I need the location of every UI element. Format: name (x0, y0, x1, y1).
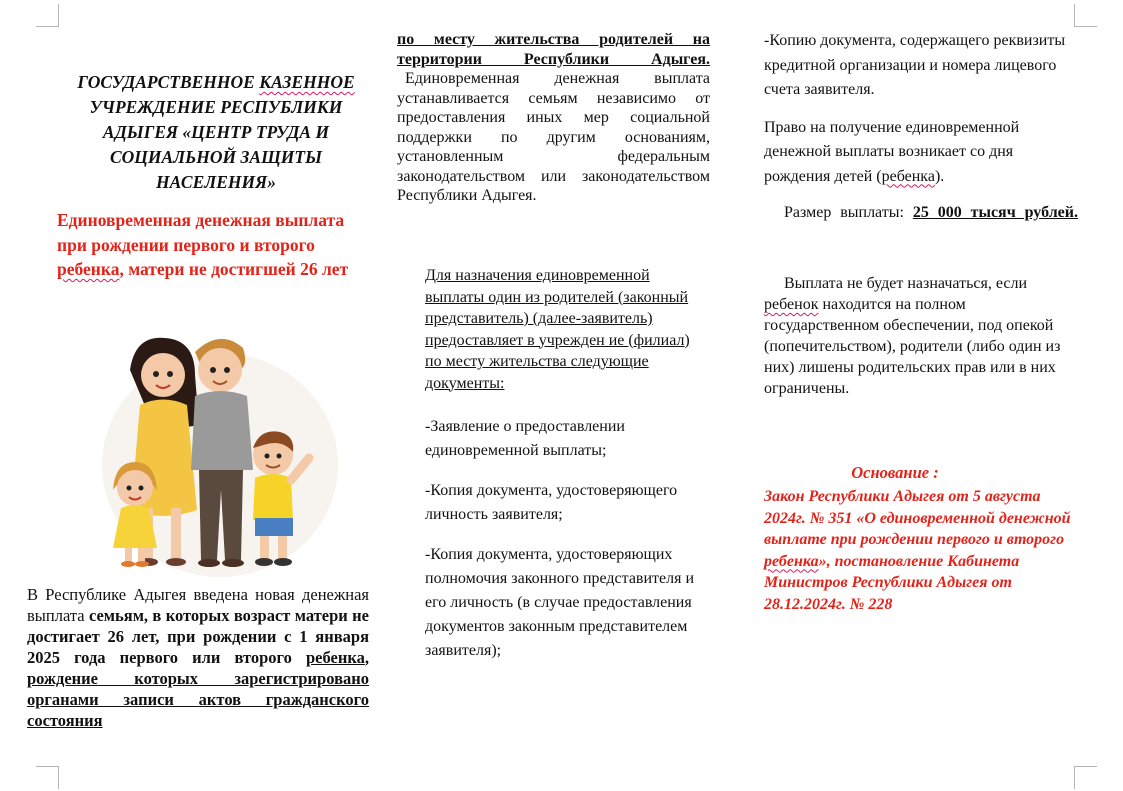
list-item: -Копия документа, удостоверяющих полномочия законного представителя и его личность (в случае предоставления документов законным представителем заявителя); (425, 546, 695, 659)
not-assigned-marked-word: ребенок (764, 296, 819, 313)
crop-mark-top-right (1074, 4, 1097, 27)
family-illustration (95, 330, 345, 580)
right-to-payment (764, 116, 1078, 190)
legal-basis (764, 486, 1078, 615)
basis-text: Закон Республики Адыгея от 5 августа 2024г. № 351 «О единовременной денежной выплате при рождении первого и второго (764, 488, 1071, 548)
list-item: -Заявление о предоставлении единовременной выплаты; (425, 418, 625, 459)
amount-value: 25 000 тысяч рублей. (912, 204, 1078, 221)
not-assigned-paragraph (764, 273, 1078, 399)
payment-title-marked-word: ребенка (57, 259, 120, 279)
payment-title (57, 208, 375, 282)
right-text: Право на получение единовременной денежной выплаты возникает со дня рождения детей ( (764, 118, 1020, 185)
right-marked-word: ребенка (881, 167, 935, 185)
column-3-top (764, 29, 1078, 223)
org-title-rest: УЧРЕЖДЕНИЕ РЕСПУБЛИКИ АДЫГЕЯ «ЦЕНТР ТРУДА И СОЦИАЛЬНОЙ ЗАЩИТЫ НАСЕЛЕНИЯ» (89, 97, 343, 192)
intro-marked-word: ребенка (306, 648, 365, 667)
payment-title-part: Единовременная денежная выплата при рождении первого и второго (57, 210, 345, 255)
intro-paragraph (27, 584, 369, 731)
intro-underlined-text: рождение которых зарегистрировано органами записи актов гражданского состояния (27, 669, 369, 730)
organization-title (52, 70, 380, 195)
crop-mark-bottom-right (1074, 766, 1097, 789)
basis-text-end: », постановление Кабинета Министров Республики Адыгея от 28.12.2024г. № 228 (764, 552, 1020, 613)
crop-mark-top-left (36, 4, 59, 27)
basis-heading: Основание : (851, 463, 939, 482)
not-assigned-text-end: находится на полном государственном обеспечении, под опекой (попечительством), родители (либо один из них) лишены родительских прав или в них ограничены. (764, 296, 1061, 397)
payment-independence-paragraph: Единовременная денежная выплата устанавливается семьям независимо от предоставления иных мер социальной поддержки по другим основаниям, установленным федеральным законодательством или законодательством Республики Адыгея. (397, 70, 710, 204)
residence-heading: по месту жительства родителей на территории Республики Адыгея. (397, 31, 710, 68)
intro-bold-text: семьям, в которых возраст матери не достигает 26 лет, при рождении с 1 января 2025 года первого или второго (27, 606, 369, 667)
documents-list (425, 415, 715, 679)
crop-mark-bottom-left (36, 766, 59, 789)
org-title-marked-word: КАЗЕННОЕ (259, 72, 355, 92)
bank-details-item: -Копию документа, содержащего реквизиты кредитной организации и номера лицевого счета заявителя. (764, 32, 1066, 98)
list-item: -Копия документа, удостоверяющего личность заявителя; (425, 482, 678, 523)
intro-text: В Республике Адыгея введена новая денежная выплата (27, 585, 369, 625)
column-2-top (397, 30, 710, 206)
right-text-end: ). (934, 167, 945, 185)
amount-label: Размер выплаты: (784, 204, 913, 221)
intro-bold-comma: , (364, 648, 369, 667)
family-illustration-svg (95, 330, 345, 580)
org-title-part: ГОСУДАРСТВЕННОЕ (77, 72, 260, 92)
basis-marked-word: ребенка (764, 552, 819, 570)
not-assigned-text: Выплата не будет назначаться, если (784, 275, 1028, 292)
payment-amount (764, 202, 1078, 223)
payment-title-end: , матери не достигшей 26 лет (119, 259, 349, 279)
documents-intro: Для назначения единовременной выплаты один из родителей (законный представитель) (далее-заявитель) предоставляет в учрежден ие (филиал) по месту жительства следующие документы: (425, 267, 690, 392)
